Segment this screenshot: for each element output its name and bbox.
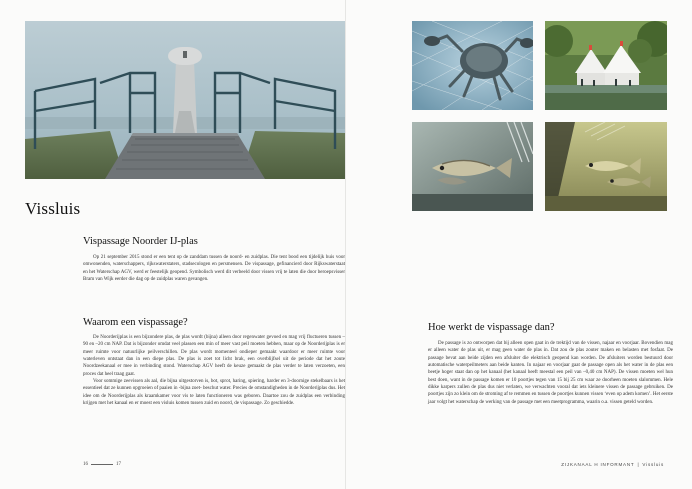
section-heading-werking: Hoe werkt de vispassage dan? xyxy=(428,322,555,333)
section-body-werking xyxy=(428,340,673,406)
page-number-left: 16 xyxy=(83,462,88,467)
paragraph: De passage is zo ontworpen dat bij alleen open gaat in de trektijd van de vissen, najaar en voorjaar. Bovendien mag er alleen water de plas uit, er mag geen water de plas in. Dat zou de plas zouter maken en belasten met fosfaat. De passage bevat aan beide zijden een afsluiter die elektrisch geopend kan worden. De afsluiters worden bestuurd door automatische waterpeilmeters aan beide kanten. In najaar en voorjaar gaat de passage open als het water in de plas een beetje hoger staat dan op het kanaal (het kanaal heeft meestal een peil van –0,40 cm NAP). De vissen moeten wel hun best doen, want in de passage komen er 10 poortjes tegen van 15 bij 25 cm waar ze doorheen moeten slalommen. Hele dikke karpers zullen de plas dus niet verlaten, we verwachten vooral dat iets kleinere vissen de passage gebruiken. De poortjes zijn zo klein om de stroming af te remmen en tussen de poortjes kunnen vissen ‘even op adem komen’. Het eerste jaar volgt het waterschap de werking van de passage met een meetprogramma, waarin o.a. vissen geteld worden. xyxy=(428,341,673,405)
running-footer xyxy=(561,462,664,467)
event-tents-photo xyxy=(545,21,667,110)
footer-separator: | xyxy=(637,462,640,467)
section-body-vispassage xyxy=(83,254,345,283)
section-body-waarom xyxy=(83,334,345,407)
page-number-right: 17 xyxy=(116,462,121,467)
page-title: Vissluis xyxy=(25,199,81,218)
paragraph: Op 21 september 2015 stond er een tent op de zanddam tussen de noord- en zuidplas. Die tent bood een tijdelijk huis voor omwonenden, waterschappers, rijkswaterstaters, stadsecologen en persmensen. De vispassage, gefinancierd door Rijkswaterstaat en het Waterschap AGV, werd er feestelijk geopend. Symbolisch werd dit verbeeld door vissen vrij te laten die door beroepsvisser Bram van Wijk eerder die dag op de zuidplas waren gevangen. xyxy=(83,255,345,283)
page-gutter xyxy=(345,0,346,489)
fish-in-tank-photo xyxy=(412,122,533,211)
sluice-gate-photo xyxy=(25,21,345,179)
footer-rule xyxy=(91,464,113,465)
publication-name: ZIJKANAAL H INFORMANT xyxy=(561,462,635,467)
footer-section-name: Vissluis xyxy=(642,462,664,467)
paragraph: Voor sommige zeevissen als aal, die bijna uitgestorven is, bot, sprot, haring, spiering, harder en 3-doornige stekelbaars is het essentieel dat ze kunnen opgroeien of paaien in -bijna zoet- beschut water. Precies de omstandigheden in de Noorderijplas dus. Het idee om de Noorderijplas als kraamkamer voor vis te laten functioneren was geboren. Daartoe zou de zuidplas een verbinding krijgen met het kanaal en er moest een visluis komen tussen zuid en noord, de vispassage. Zo geschiedde. xyxy=(83,379,345,407)
section-heading-waarom: Waarom een vispassage? xyxy=(83,317,188,328)
crab-in-net-photo xyxy=(412,21,533,110)
fish-pair-in-tank-photo xyxy=(545,122,667,211)
paragraph: De Noorderijplas is een bijzondere plas, de plas wordt (bijna) alleen door regenwater gevoed en mag vrij fluctueren tussen –90 en –20 cm NAP. Dat is bijzonder omdat veel plassen een min of meer vast peil moeten hebben, maar op de Noorderijplas is er meer ruimte voor natuurlijke peilverschillen. De plas wordt momenteel ondieper gemaakt waardoor er meer ruimte voor waterleven ontstaat dan in een diepe plas. De plas is zoet tot licht brak, een overblijfsel uit de periode dat het zoute Noordzeekanaal er mee in verbinding stond. Waterschap AGV heeft de keuze gemaakt de plas verder te laten verzoeten, een proces dat heel traag gaat. xyxy=(83,335,345,377)
page-numbers xyxy=(83,462,121,467)
section-heading-vispassage: Vispassage Noorder IJ-plas xyxy=(83,236,198,247)
